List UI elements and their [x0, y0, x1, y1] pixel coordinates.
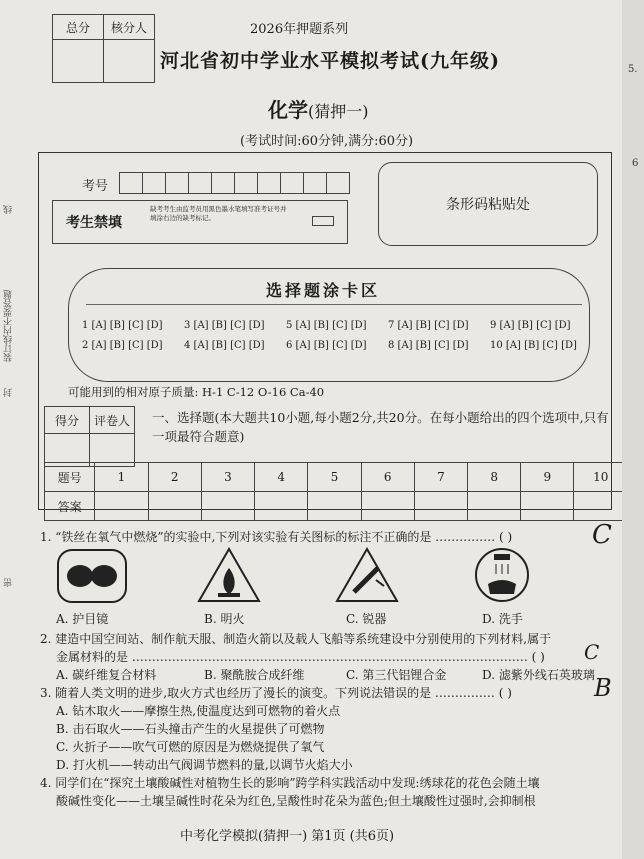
margin-line-label: 线 — [4, 205, 14, 214]
answer-cell[interactable] — [308, 492, 361, 521]
choice-10[interactable]: 10 [A] [B] [C] [D] — [490, 340, 577, 351]
score-header: 总分 — [53, 15, 104, 40]
question-2-line-1: 2. 建造中国空间站、制作航天服、制造火箭以及载人飞船等系统建设中分别使用的下列材料,属于 — [40, 632, 552, 646]
answer-label: 答案 — [45, 492, 95, 521]
checker-cell[interactable] — [104, 40, 155, 83]
choice-card-divider — [86, 304, 582, 305]
margin-binding-note: 装订线内不要答题 — [4, 290, 14, 362]
atomic-masses: 可能用到的相对原子质量: H-1 C-12 O-16 Ca-40 — [68, 385, 325, 399]
answer-number-label: 题号 — [45, 463, 95, 492]
choice-6[interactable]: 6 [A] [B] [C] [D] — [286, 340, 367, 351]
kaohao-label: 考号 — [82, 179, 109, 194]
choice-7[interactable]: 7 [A] [B] [C] [D] — [388, 320, 469, 331]
section-heading: 一、选择题(本大题共10小题,每小题2分,共20分。在每小题给出的四个选项中,只有一项最符合题意) — [152, 410, 609, 444]
choice-9[interactable]: 9 [A] [B] [C] [D] — [490, 320, 571, 331]
grader-name-header: 评卷人 — [90, 407, 135, 434]
exam-time: (考试时间:60分钟,满分:60分) — [240, 134, 414, 149]
next-page-edge — [622, 0, 644, 859]
exam-series: 2026年押题系列 — [250, 22, 349, 37]
sharp-object-icon — [334, 546, 400, 604]
q2-option-d: D. 滤紫外线石英玻璃 — [482, 668, 595, 682]
open-flame-icon — [196, 546, 262, 604]
answer-number: 1 — [95, 463, 148, 492]
handwritten-answer-2: C — [584, 640, 600, 664]
question-1: 1. “铁丝在氧气中燃烧”的实验中,下列对该实验有关图标的标注不正确的是 …………… ( ) — [40, 530, 513, 544]
answer-table — [44, 462, 628, 521]
q3-option-d: D. 打火机——转动出气阀调节燃料的量,以调节火焰大小 — [56, 758, 353, 772]
choice-3[interactable]: 3 [A] [B] [C] [D] — [184, 320, 265, 331]
choice-card-title: 选择题涂卡区 — [266, 281, 381, 300]
answer-number: 7 — [414, 463, 467, 492]
choice-8[interactable]: 8 [A] [B] [C] [D] — [388, 340, 469, 351]
subject-title — [268, 94, 369, 123]
margin-mi-label: 密 — [4, 578, 14, 587]
grader-table — [44, 406, 135, 467]
choice-4[interactable]: 4 [A] [B] [C] [D] — [184, 340, 265, 351]
score-table — [52, 14, 155, 83]
answer-cell[interactable] — [148, 492, 201, 521]
question-2-line-2: 金属材料的是 ……………………………………………………………………………………… ( ) — [56, 650, 545, 664]
answer-number: 10 — [574, 463, 628, 492]
score-cell[interactable] — [53, 40, 104, 83]
choice-5[interactable]: 5 [A] [B] [C] [D] — [286, 320, 367, 331]
absent-mark-box[interactable] — [312, 216, 334, 226]
answer-cell[interactable] — [201, 492, 254, 521]
q3-option-a: A. 钻木取火——摩擦生热,使温度达到可燃物的着火点 — [56, 704, 341, 718]
answer-cell[interactable] — [255, 492, 308, 521]
barcode-label: 条形码粘贴处 — [446, 197, 530, 213]
ban-label: 考生禁填 — [66, 215, 122, 231]
next-page-number-6: 6 — [632, 158, 639, 169]
answer-cell[interactable] — [521, 492, 574, 521]
choice-row-1[interactable] — [82, 320, 592, 331]
q1-option-b: B. 明火 — [204, 612, 245, 626]
next-page-number-5: 5. — [628, 64, 638, 75]
answer-cell[interactable] — [414, 492, 467, 521]
question-3-line-1: 3. 随着人类文明的进步,取火方式也经历了漫长的演变。下列说法错误的是 …………… ( ) — [40, 686, 512, 700]
answer-cell[interactable] — [361, 492, 414, 521]
barcode-area — [378, 162, 598, 246]
q3-option-b: B. 击石取火——石头撞击产生的火星提供了可燃物 — [56, 722, 325, 736]
margin-seal-label: 封 — [4, 388, 14, 397]
choice-row-2[interactable] — [82, 340, 592, 351]
question-4-line-1: 4. 同学们在“探究土壤酸碱性对植物生长的影响”跨学科实践活动中发现:绣球花的花色会随土壤 — [40, 776, 540, 790]
q2-option-c: C. 第三代铝锂合金 — [346, 668, 447, 682]
q1-option-d: D. 洗手 — [482, 612, 523, 626]
q2-option-a: A. 碳纤维复合材料 — [56, 668, 157, 682]
answer-number: 9 — [521, 463, 574, 492]
ban-note: 缺考考生由监考员用黑色墨水笔填写准考证号并填涂右边的缺考标记。 — [150, 205, 287, 222]
choice-2[interactable]: 2 [A] [B] [C] [D] — [82, 340, 163, 351]
answer-cell[interactable] — [95, 492, 148, 521]
handwash-icon — [472, 546, 532, 604]
answer-number: 4 — [255, 463, 308, 492]
q1-option-c: C. 锐器 — [346, 612, 387, 626]
choice-1[interactable]: 1 [A] [B] [C] [D] — [82, 320, 163, 331]
subject-name: 化学 — [268, 98, 308, 122]
answer-number: 3 — [201, 463, 254, 492]
grader-score-header: 得分 — [45, 407, 90, 434]
exam-title: 河北省初中学业水平模拟考试(九年级) — [160, 50, 500, 72]
page-footer: 中考化学模拟(猜押一) 第1页 (共6页) — [180, 829, 395, 844]
answer-cell[interactable] — [468, 492, 521, 521]
kaohao-boxes[interactable] — [120, 172, 350, 194]
goggles-icon — [56, 548, 128, 604]
question-4-line-2: 酸碱性变化——土壤呈碱性时花朵为红色,呈酸性时花朵为蓝色;但土壤酸性过强时,会抑制根 — [56, 794, 536, 808]
q3-option-c: C. 火折子——吹气可燃的原因是为燃烧提供了氧气 — [56, 740, 325, 754]
q1-option-a: A. 护目镜 — [56, 612, 109, 626]
handwritten-answer-3: B — [594, 674, 612, 702]
answer-cell[interactable] — [574, 492, 628, 521]
answer-number: 2 — [148, 463, 201, 492]
q2-option-b: B. 聚酰胺合成纤维 — [204, 668, 305, 682]
handwritten-answer-1: C — [592, 520, 612, 550]
answer-number: 6 — [361, 463, 414, 492]
subject-suffix: (猜押一) — [308, 102, 369, 121]
checker-header: 核分人 — [104, 15, 155, 40]
answer-number: 8 — [468, 463, 521, 492]
answer-number: 5 — [308, 463, 361, 492]
